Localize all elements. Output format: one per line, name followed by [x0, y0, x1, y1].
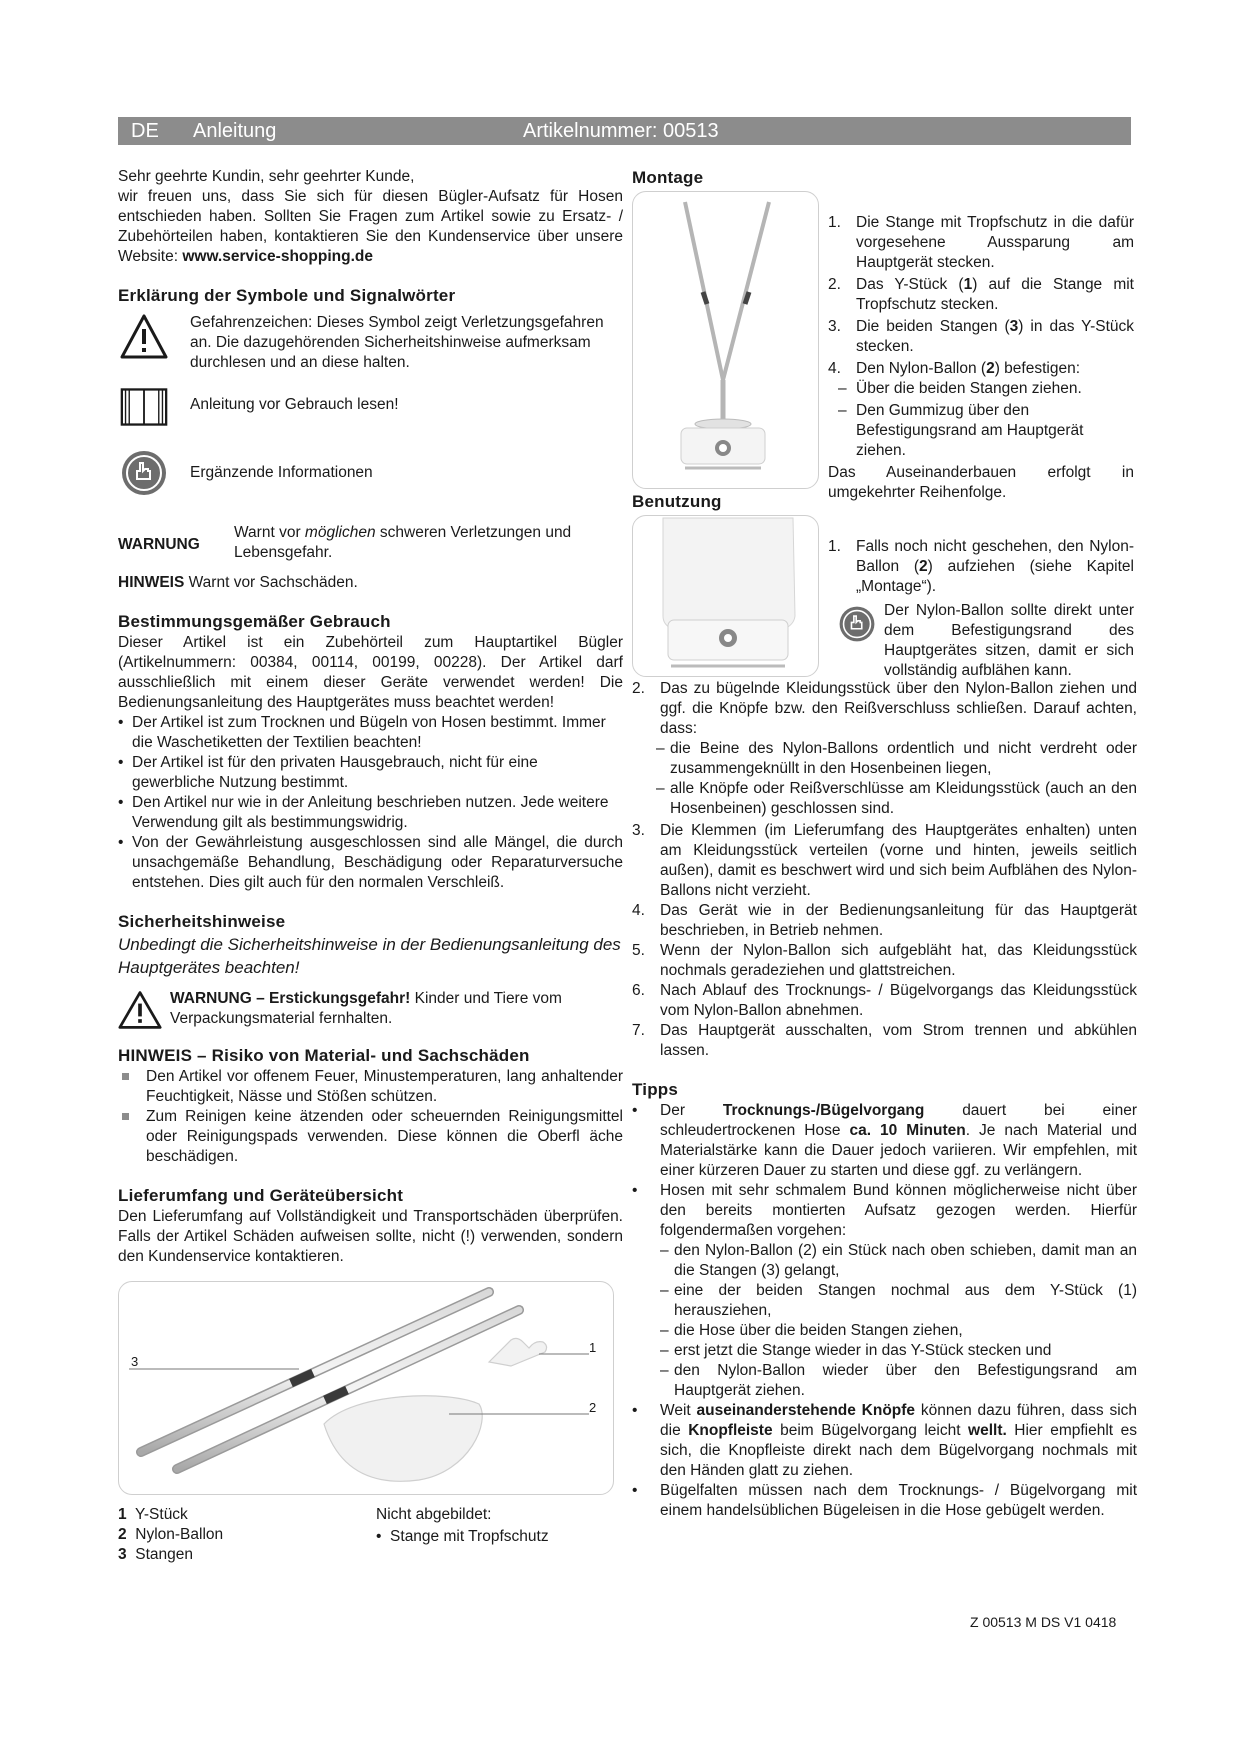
suffocation-warning: [118, 987, 623, 1035]
list-item: • Von der Gewährleistung ausgeschlossen sind alle Mängel, die durch unsachgemäße Behandlung, Beschädigung oder Reparaturversuche entstehen. Dies gilt auch für den normalen Verschleiß.: [118, 834, 623, 891]
header-bar: [118, 117, 1131, 145]
list-item: 5. Wenn der Nylon-Ballon sich aufgebläht hat, das Kleidungsstück nochmals geradeziehen und glattstreichen.: [632, 942, 1137, 979]
list-item: 2. Das zu bügelnde Kleidungsstück über den Nylon-Ballon ziehen und ggf. die Knöpfe bzw. den Reißverschluss schließen. Darauf achten, dass:: [632, 680, 1137, 737]
list-item: Zum Reinigen keine ätzenden oder scheuernden Reinigungsmittel oder Reinigungspads verwenden. Diese können die Oberfl äche beschädigen.: [118, 1107, 623, 1167]
use-list: [118, 713, 623, 893]
warnung-desc: Warnt vor möglichen schweren Verletzungen und Lebensgefahr.: [234, 524, 572, 561]
tipps-sub: – eine der beiden Stangen nochmal aus dem Y-Stück (1) herausziehen,: [660, 1282, 1137, 1319]
legend-list: [118, 1505, 223, 1565]
legend-item: 1 Y-Stück: [118, 1506, 188, 1523]
tipps-sub: – die Hose über die beiden Stangen ziehen,: [660, 1322, 963, 1339]
hand-info-icon: [838, 605, 876, 643]
greeting: Sehr geehrte Kundin, sehr geehrter Kunde,: [118, 168, 415, 185]
list-item: • Den Artikel nur wie in der Anleitung beschrieben nutzen. Jede weitere Verwendung gilt als bestimmungswidrig.: [118, 794, 609, 831]
tipps-heading: Tipps: [632, 1080, 679, 1099]
list-item: • Weit auseinanderstehende Knöpfe können dazu führen, dass sich die Knopfleiste beim Bügelvorgang leicht wellt. Hier empfiehlt es sich, die Knopfleiste direkt nach dem Bügelvorgang nochmals mit den Händen glatt zu ziehen.: [632, 1402, 1138, 1479]
parts-legend: [118, 1505, 623, 1565]
suffocation-text: WARNUNG – Erstickungsgefahr! Kinder und Tiere vom Verpackungsmaterial fernhalten.: [170, 990, 562, 1027]
language-code: DE: [131, 120, 159, 142]
hand-info-icon: [120, 449, 168, 497]
parts-illustration: [119, 1282, 613, 1494]
tipps-sub: – den Nylon-Ballon (2) ein Stück nach oben schieben, damit man an die Stangen (3) gelangt,: [660, 1242, 1137, 1279]
step2-sub-1: – die Beine des Nylon-Ballons ordentlich und nicht verdreht oder zusammengeknüllt in den Hosenbeinen liegen,: [656, 740, 1137, 777]
read-symbol-text: Anleitung vor Gebrauch lesen!: [190, 396, 399, 413]
list-item: 7. Das Hauptgerät ausschalten, vom Strom trennen und abkühlen lassen.: [632, 1022, 1137, 1059]
list-item: • Der Trocknungs-/Bügelvorgang dauert bei einer schleudertrockenen Hose ca. 10 Minuten. Je nach Material und Materialstärke kann die Dauer jedoch variieren. Wir empfehlen, mit einer kürzeren Dauer zu starten und diese ggf. zu verlängern.: [632, 1102, 1137, 1179]
warning-triangle-icon: [118, 989, 162, 1031]
list-item: 4. Den Nylon-Ballon (2) befestigen:: [828, 360, 1081, 377]
montage-outro: Das Auseinanderbauen erfolgt in umgekehrter Reihenfolge.: [828, 464, 1134, 501]
list-item: 3. Die Klemmen (im Lieferumfang des Hauptgerätes enhalten) unten am Kleidungsstück verteilen (vorne und hinten, jeweils seitlich außen), damit es beschwert wird und sich beim Aufblähen des Nylon-Ballons nicht verzieht.: [632, 822, 1137, 899]
device-with-poles-illustration: [633, 192, 818, 488]
tipps-sub: – erst jetzt die Stange wieder in das Y-Stück stecken und: [660, 1342, 1052, 1359]
manual-book-icon: [120, 383, 168, 431]
montage-sub-1: – Über die beiden Stangen ziehen.: [838, 380, 1082, 397]
danger-symbol-text: Gefahrenzeichen: Dieses Symbol zeigt Verletzungsgefahren an. Die dazugehörenden Sicherheitshinweise aufmerksam durchlesen und an diese halten.: [190, 314, 604, 371]
info-symbol-row: [118, 449, 623, 509]
document-code: Z 00513 M DS V1 0418: [970, 1614, 1117, 1630]
montage-section: [632, 191, 1137, 501]
list-item: 1. Falls noch nicht geschehen, den Nylon-Ballon (2) aufziehen (siehe Kapitel „Montage“).: [828, 538, 1134, 595]
intro-text: wir freuen uns, dass Sie sich für diesen Bügler-Aufsatz für Hosen entschieden haben. Sollten Sie Fragen zum Artikel sowie zu Ersatz- / Zubehörteilen haben, kontaktieren Sie den Kundenservice über unsere Website: www.service-shopping.de: [118, 188, 623, 265]
step2-sub-2: – alle Knöpfe oder Reißverschlüsse am Kleidungsstück (auch an den Hosenbeinen) geschlossen sind.: [656, 780, 1137, 817]
list-item: 2. Das Y-Stück (1) auf die Stange mit Tropfschutz stecken.: [828, 276, 1134, 313]
montage-sub-2: – Den Gummizug über den Befestigungsrand am Hauptgerät ziehen.: [838, 402, 1084, 459]
benutzung-figure: [632, 515, 819, 677]
callout-1: 1: [589, 1340, 597, 1355]
montage-heading: Montage: [632, 168, 704, 187]
callout-2: 2: [589, 1400, 597, 1415]
left-column: [118, 167, 623, 1565]
scope-heading: Lieferumfang und Geräteübersicht: [118, 1186, 404, 1205]
list-item: 1. Die Stange mit Tropfschutz in die dafür vorgesehene Aussparung am Hauptgerät stecken.: [828, 214, 1134, 271]
symbols-heading: Erklärung der Symbole und Signalwörter: [118, 286, 456, 305]
safety-heading: Sicherheitshinweise: [118, 912, 286, 931]
use-text: Dieser Artikel ist ein Zubehörteil zum Hauptartikel Bügler (Artikelnummern: 00384, 00114, 00199, 00228). Der Artikel darf ausschließlich mit einem dieser Geräte verwendet werden! Die Bedienungsanleitung des Hauptgerätes muss beachtet werden!: [118, 634, 623, 711]
callout-3: 3: [131, 1354, 139, 1369]
y-piece-shape: [489, 1338, 547, 1366]
tipps-sub: – den Nylon-Ballon wieder über den Befestigungsrand am Hauptgerät ziehen.: [660, 1362, 1137, 1399]
benutzung-list-cont: [632, 821, 1137, 1061]
benutzung-list: [632, 679, 1137, 739]
not-shown-label: Nicht abgebildet:: [376, 1506, 492, 1523]
tipps-list-cont: [632, 1401, 1137, 1521]
list-item: 4. Das Gerät wie in der Bedienungsanleitung für das Hauptgerät beschrieben, in Betrieb nehmen.: [632, 902, 1137, 939]
benutzung-info: Der Nylon-Ballon sollte direkt unter dem Befestigungsrand des Hauptgerätes sitzen, damit er sich vollständig aufblähen kann.: [828, 601, 1134, 681]
list-item: Den Artikel vor offenem Feuer, Minustemperaturen, lang anhaltender Feuchtigkeit, Nässe und Stößen schützen.: [118, 1067, 623, 1107]
benutzung-step1: [828, 537, 1134, 681]
warnung-word: WARNUNG: [118, 536, 200, 553]
nylon-balloon-shape: [324, 1396, 482, 1482]
legend-item: 2 Nylon-Ballon: [118, 1526, 224, 1543]
montage-figure: [632, 191, 819, 489]
safety-italic: Unbedingt die Sicherheitshinweise in der Bedienungsanleitung des Hauptgerätes beachten!: [118, 935, 621, 977]
montage-steps: [828, 213, 1134, 503]
website-link[interactable]: www.service-shopping.de: [182, 248, 373, 265]
tipps-sub-list: [632, 1241, 1137, 1401]
warning-triangle-icon: [120, 313, 168, 361]
list-item: • Der Artikel ist für den privaten Hausgebrauch, nicht für eine gewerbliche Nutzung bestimmt.: [118, 754, 538, 791]
material-list: [118, 1067, 623, 1167]
benutzung-intro: [632, 515, 1137, 679]
scope-text: Den Lieferumfang auf Vollständigkeit und Transportschäden überprüfen. Falls der Artikel Schäden aufweisen sollte, nicht (!) verwenden, sondern den Kundenservice kontaktieren.: [118, 1208, 623, 1265]
tipps-list: [632, 1101, 1137, 1241]
parts-figure: [118, 1281, 614, 1495]
legend-item: 3 Stangen: [118, 1546, 193, 1563]
device-with-balloon-illustration: [633, 516, 818, 676]
warnung-signal: [118, 523, 623, 567]
doc-title: Anleitung: [193, 120, 277, 142]
benutzung-heading: Benutzung: [632, 492, 722, 511]
not-shown-item: • Stange mit Tropfschutz: [376, 1528, 549, 1545]
montage-list: [828, 213, 1134, 379]
hinweis-signal: HINWEIS Warnt vor Sachschäden.: [118, 574, 358, 591]
right-column: [632, 167, 1137, 1521]
info-symbol-text: Ergänzende Informationen: [190, 464, 373, 481]
list-item: • Der Artikel ist zum Trocknen und Bügeln von Hosen bestimmt. Immer die Waschetiketten der Textilien beachten!: [118, 714, 606, 751]
list-item: • Bügelfalten müssen nach dem Trocknungs- / Bügelvorgang mit einem handelsüblichen Bügeleisen in die Hose gebügelt werden.: [632, 1482, 1137, 1519]
list-item: 3. Die beiden Stangen (3) in das Y-Stück stecken.: [828, 318, 1134, 355]
material-hinweis-heading: HINWEIS – Risiko von Material- und Sachschäden: [118, 1046, 530, 1065]
not-shown: [376, 1505, 549, 1547]
read-symbol-row: [118, 383, 623, 443]
article-number: Artikelnummer: 00513: [523, 120, 719, 142]
list-item: • Hosen mit sehr schmalem Bund können möglicherweise nicht über den bereits montierten Aufsatz gezogen werden. Hierfür folgendermaßen vorgehen:: [632, 1182, 1137, 1239]
danger-symbol-row: [118, 313, 623, 377]
list-item: 6. Nach Ablauf des Trocknungs- / Bügelvorgangs das Kleidungsstück vom Nylon-Ballon abnehmen.: [632, 982, 1137, 1019]
use-heading: Bestimmungsgemäßer Gebrauch: [118, 612, 391, 631]
